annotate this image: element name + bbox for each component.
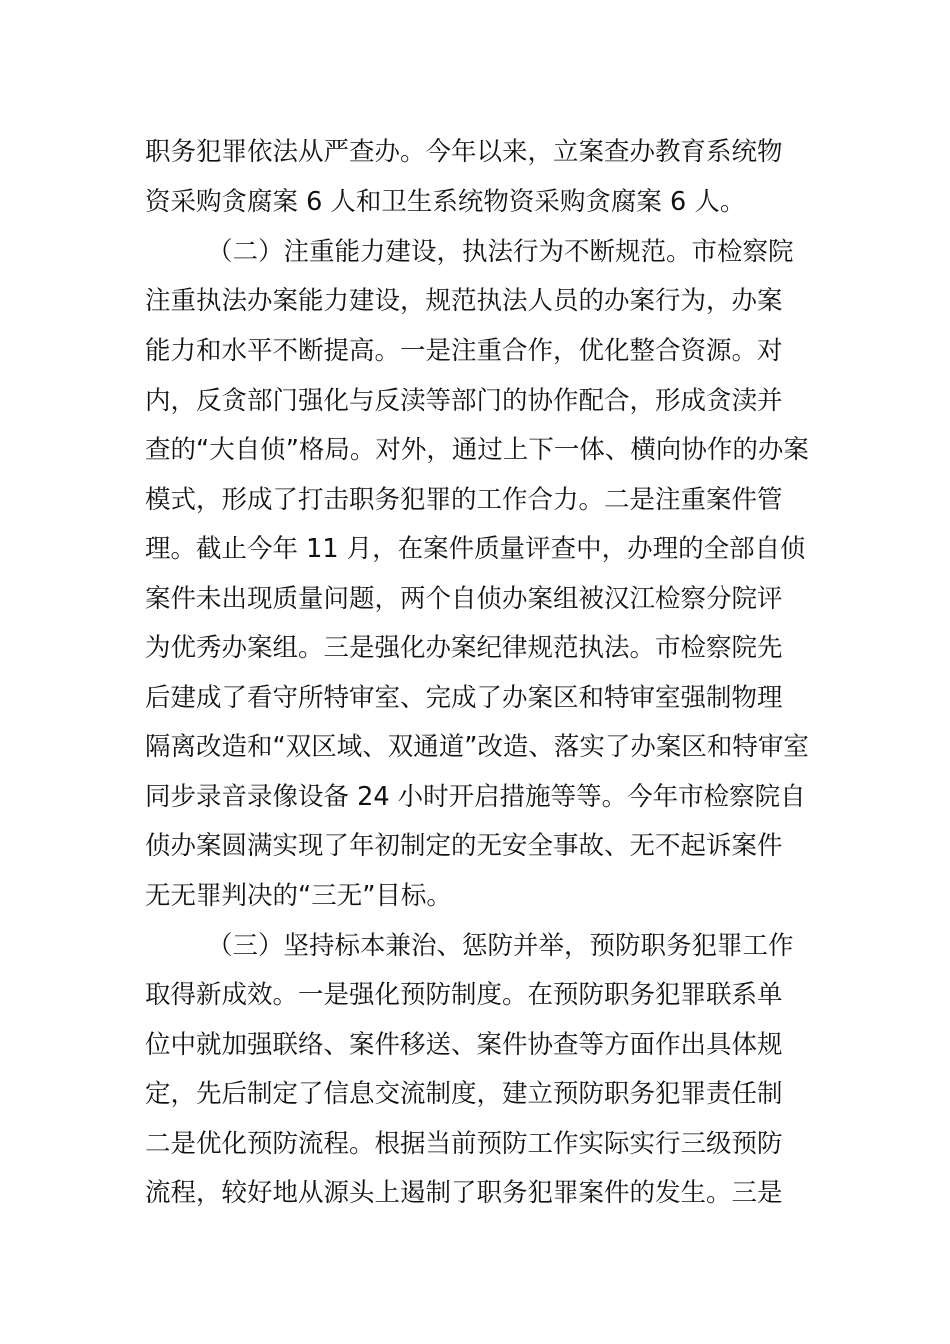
body-line: 定，先后制定了信息交流制度，建立预防职务犯罪责任制 [145, 1079, 783, 1109]
body-line: 案件未出现质量问题，两个自侦办案组被汉江检察分院评 [145, 584, 783, 614]
body-line: 理。截止今年 11 月，在案件质量评查中，办理的全部自侦 [145, 534, 806, 564]
body-line: 无无罪判决的“三无”目标。 [145, 881, 452, 911]
body-line: 后建成了看守所特审室、完成了办案区和特审室强制物理 [145, 683, 783, 713]
body-line: 侦办案圆满实现了年初制定的无安全事故、无不起诉案件 [145, 831, 783, 861]
body-line: 内，反贪部门强化与反渎等部门的协作配合，形成贪渎并 [145, 386, 783, 416]
body-line: 注重执法办案能力建设，规范执法人员的办案行为，办案 [145, 286, 783, 316]
body-line: 位中就加强联络、案件移送、案件协查等方面作出具体规 [145, 1030, 783, 1060]
body-line: 职务犯罪依法从严查办。今年以来，立案查办教育系统物 [145, 137, 783, 167]
body-line: 模式，形成了打击职务犯罪的工作合力。二是注重案件管 [145, 485, 783, 515]
section-heading-line: （三）坚持标本兼治、惩防并举，预防职务犯罪工作 [207, 931, 794, 961]
body-line: 隔离改造和“双区域、双通道”改造、落实了办案区和特审室 [145, 732, 809, 762]
body-line: 二是优化预防流程。根据当前预防工作实际实行三级预防 [145, 1129, 783, 1159]
body-line: 能力和水平不断提高。一是注重合作，优化整合资源。对 [145, 336, 783, 366]
section-heading-line: （二）注重能力建设，执法行为不断规范。市检察院 [207, 237, 794, 267]
body-line: 取得新成效。一是强化预防制度。在预防职务犯罪联系单 [145, 980, 783, 1010]
body-line: 同步录音录像设备 24 小时开启措施等等。今年市检察院自 [145, 782, 806, 812]
body-line: 流程，较好地从源头上遏制了职务犯罪案件的发生。三是 [145, 1178, 783, 1208]
body-line: 资采购贪腐案 6 人和卫生系统物资采购贪腐案 6 人。 [145, 187, 746, 217]
body-line: 查的“大自侦”格局。对外，通过上下一体、横向协作的办案 [145, 435, 809, 465]
body-line: 为优秀办案组。三是强化办案纪律规范执法。市检察院先 [145, 633, 783, 663]
